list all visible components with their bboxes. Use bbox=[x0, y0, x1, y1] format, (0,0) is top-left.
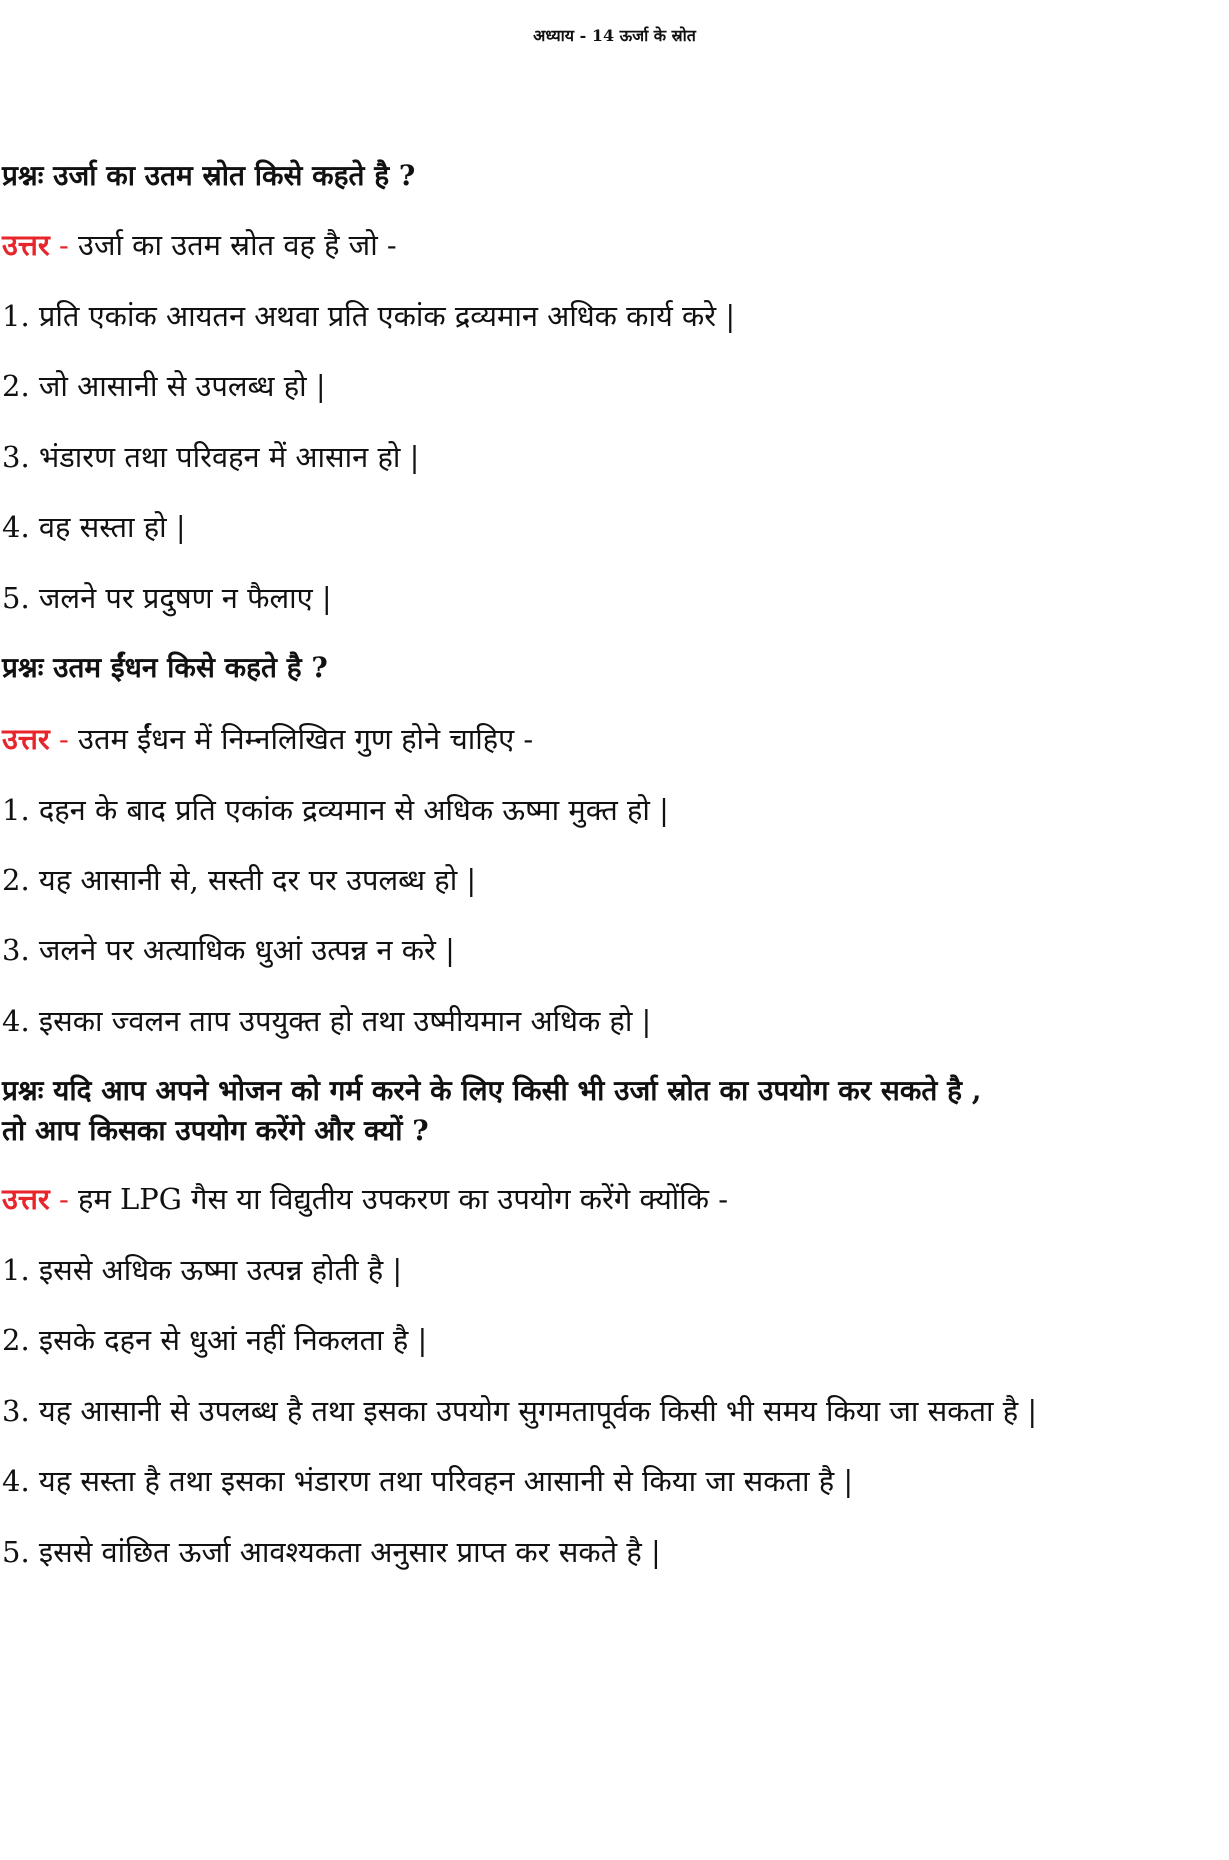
answer-label: उत्तर bbox=[2, 722, 50, 756]
answer-dash: - bbox=[49, 722, 79, 756]
answer-3 bbox=[2, 1179, 728, 1219]
answer-1-point-2: 2. जो आसानी से उपलब्ध हो | bbox=[2, 369, 326, 403]
answer-3-point-4: 4. यह सस्ता है तथा इसका भंडारण तथा परिवहन आसानी से किया जा सकता है | bbox=[2, 1464, 854, 1498]
answer-1-point-5: 5. जलने पर प्रदुषण न फैलाए | bbox=[2, 581, 332, 615]
answer-dash: - bbox=[49, 1182, 79, 1216]
answer-2-point-4: 4. इसका ज्वलन ताप उपयुक्त हो तथा उष्मीयमान अधिक हो | bbox=[2, 1004, 652, 1038]
answer-3-intro: हम LPG गैस या विद्युतीय उपकरण का उपयोग करेंगे क्योंकि - bbox=[78, 1182, 729, 1216]
answer-3-point-2: 2. इसके दहन से धुआं नहीं निकलता है | bbox=[2, 1323, 428, 1357]
question-3-line-1: प्रश्नः यदि आप अपने भोजन को गर्म करने के लिए किसी भी उर्जा स्रोत का उपयोग कर सकते है , bbox=[2, 1074, 982, 1107]
answer-label: उत्तर bbox=[2, 228, 50, 262]
answer-2-point-2: 2. यह आसानी से, सस्ती दर पर उपलब्ध हो | bbox=[2, 863, 477, 897]
answer-3-point-1: 1. इससे अधिक ऊष्मा उत्पन्न होती है | bbox=[2, 1253, 403, 1287]
answer-dash: - bbox=[49, 228, 79, 262]
answer-3-point-3: 3. यह आसानी से उपलब्ध है तथा इसका उपयोग सुगमतापूर्वक किसी भी समय किया जा सकता है | bbox=[2, 1394, 1038, 1428]
question-3-line-2: तो आप किसका उपयोग करेंगे और क्यों ? bbox=[2, 1114, 429, 1147]
answer-2-point-1: 1. दहन के बाद प्रति एकांक द्रव्यमान से अधिक ऊष्मा मुक्त हो | bbox=[2, 793, 669, 827]
answer-1 bbox=[2, 225, 397, 265]
question-1: प्रश्नः उर्जा का उतम स्रोत किसे कहते है ? bbox=[2, 159, 416, 192]
answer-2-intro: उतम ईंधन में निम्नलिखित गुण होने चाहिए - bbox=[78, 722, 534, 756]
answer-2 bbox=[2, 719, 533, 759]
answer-1-point-1: 1. प्रति एकांक आयतन अथवा प्रति एकांक द्रव्यमान अधिक कार्य करे | bbox=[2, 299, 736, 333]
answer-3-point-5: 5. इससे वांछित ऊर्जा आवश्यकता अनुसार प्राप्त कर सकते है | bbox=[2, 1535, 661, 1569]
answer-label: उत्तर bbox=[2, 1182, 50, 1216]
answer-1-point-4: 4. वह सस्ता हो | bbox=[2, 510, 186, 544]
answer-2-point-3: 3. जलने पर अत्याधिक धुआं उत्पन्न न करे | bbox=[2, 933, 455, 967]
chapter-title: अध्याय - 14 ऊर्जा के स्रोत bbox=[533, 26, 696, 45]
answer-1-point-3: 3. भंडारण तथा परिवहन में आसान हो | bbox=[2, 440, 420, 474]
answer-1-intro: उर्जा का उतम स्रोत वह है जो - bbox=[78, 228, 397, 262]
question-2: प्रश्नः उतम ईंधन किसे कहते है ? bbox=[2, 651, 328, 684]
